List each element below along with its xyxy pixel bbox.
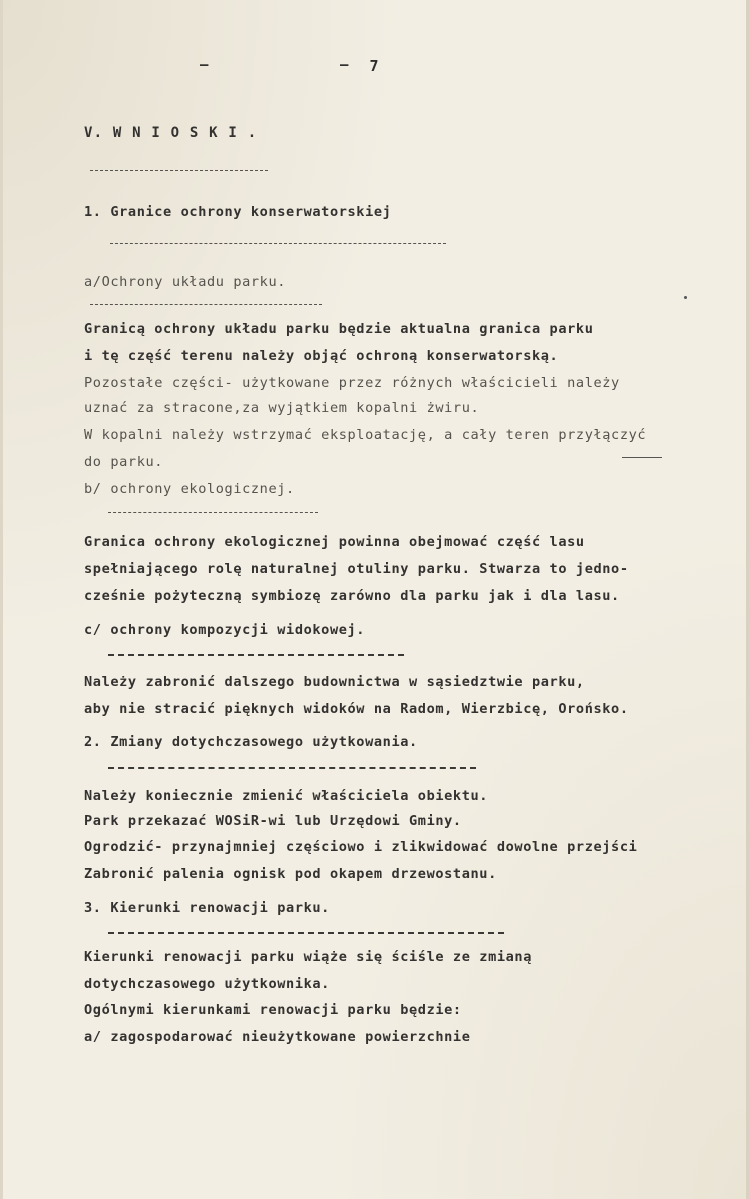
section1-a-line: uznać za stracone,za wyjątkiem kopalni żwiru.	[84, 400, 480, 416]
page-number: 7	[369, 57, 380, 75]
page-edge-left	[0, 0, 3, 1199]
section1-b-underline	[108, 512, 318, 513]
section3-line: Kierunki renowacji parku wiąże się ściśle ze zmianą	[84, 949, 532, 965]
section3-line: Ogólnymi kierunkami renowacji parku będzie:	[84, 1002, 462, 1018]
section1-b-line: cześnie pożyteczną symbiozę zarówno dla parku jak i dla lasu.	[84, 588, 620, 604]
section1-b-title: b/ ochrony ekologicznej.	[84, 481, 295, 497]
section1-a-line: i tę część terenu należy objąć ochroną konserwatorską.	[84, 348, 559, 364]
page-number-dash-left: —	[200, 57, 210, 73]
section1-b-line: Granica ochrony ekologicznej powinna obejmować część lasu	[84, 534, 585, 550]
section1-c-line: aby nie stracić pięknych widoków na Radom, Wierzbicę, Orońsko.	[84, 701, 629, 717]
section2-line: Park przekazać WOSiR-wi lub Urzędowi Gminy.	[84, 813, 462, 829]
section2-line: Zabronić palenia ognisk pod okapem drzewostanu.	[84, 866, 497, 882]
page-number-dash-right: —	[340, 57, 350, 73]
section2-title: 2. Zmiany dotychczasowego użytkowania.	[84, 734, 418, 750]
page-heading: V. W N I O S K I .	[84, 125, 258, 141]
section2-title-underline	[108, 767, 476, 769]
section1-c-line: Należy zabronić dalszego budownictwa w sąsiedztwie parku,	[84, 674, 585, 690]
section1-a-line: Granicą ochrony układu parku będzie aktualna granica parku	[84, 321, 594, 337]
section3-line: dotychczasowego użytkownika.	[84, 976, 330, 992]
section3-title: 3. Kierunki renowacji parku.	[84, 900, 330, 916]
section1-a-line: do parku.	[84, 454, 164, 470]
section1-a-underline	[90, 304, 322, 305]
section2-line: Należy koniecznie zmienić właściciela obiektu.	[84, 788, 489, 804]
section1-title: 1. Granice ochrony konserwatorskiej	[84, 204, 392, 220]
section1-title-underline	[110, 243, 446, 244]
section1-a-line: Pozostałe części- użytkowane przez różnych właścicieli należy	[84, 375, 620, 391]
section3-title-underline	[108, 932, 504, 934]
section1-b-line: spełniającego rolę naturalnej otuliny parku. Stwarza to jedno-	[84, 561, 629, 577]
section1-a-title: a/Ochrony układu parku.	[84, 274, 287, 290]
section3-line: a/ zagospodarować nieużytkowane powierzchnie	[84, 1029, 471, 1045]
heading-underline	[90, 170, 268, 171]
margin-stroke	[622, 457, 662, 458]
section1-c-title: c/ ochrony kompozycji widokowej.	[84, 622, 366, 638]
paper-speck	[684, 296, 687, 299]
section1-a-line: W kopalni należy wstrzymać eksploatację, a cały teren przyłączyć	[84, 427, 647, 443]
section1-c-underline	[108, 654, 404, 656]
section2-line: Ogrodzić- przynajmniej częściowo i zlikwidować dowolne przejści	[84, 839, 638, 855]
